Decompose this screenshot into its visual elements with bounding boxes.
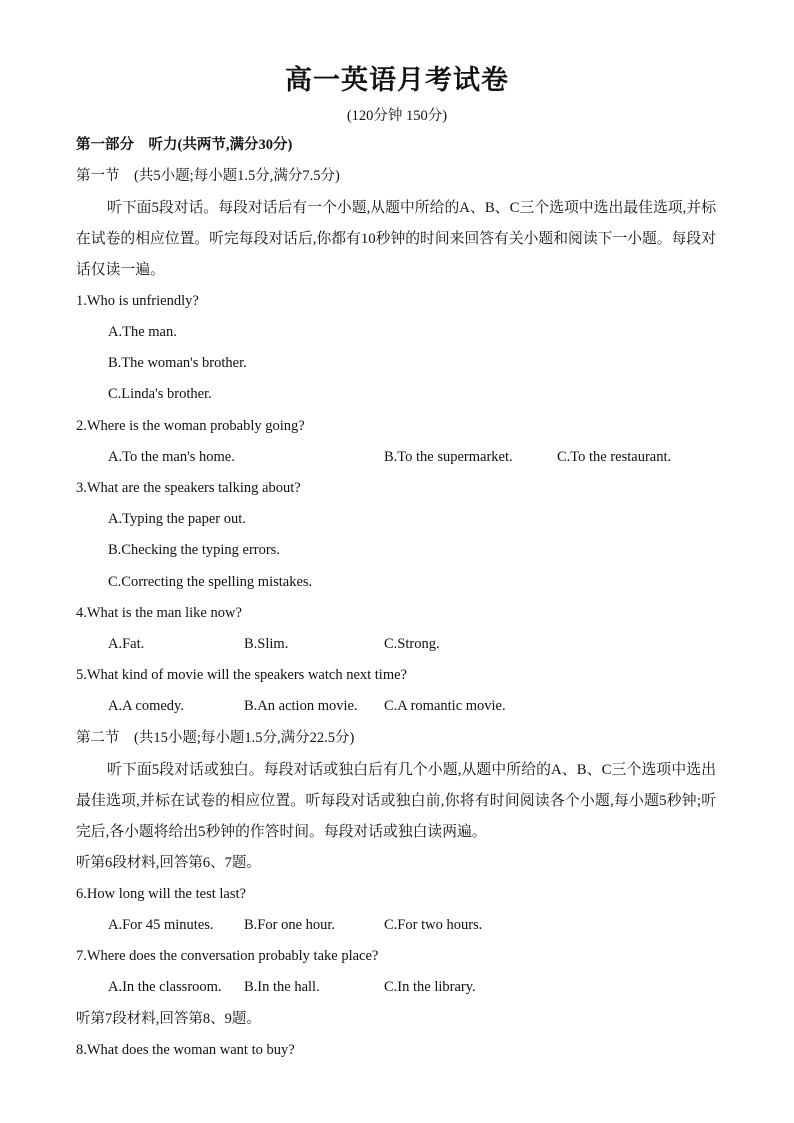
question-5-option-b: B.An action movie. bbox=[244, 698, 358, 714]
question-7-option-c: C.In the library. bbox=[384, 979, 476, 995]
question-8: 8.What does the woman want to buy? bbox=[76, 1042, 295, 1058]
question-6-option-a: A.For 45 minutes. bbox=[108, 917, 214, 933]
question-7: 7.Where does the conversation probably take place? bbox=[76, 948, 379, 964]
material-6-label: 听第6段材料,回答第6、7题。 bbox=[76, 855, 261, 871]
question-4: 4.What is the man like now? bbox=[76, 605, 242, 621]
section1-instructions: 听下面5段对话。每段对话后有一个小题,从题中所给的A、B、C三个选项中选出最佳选项,并标在试卷的相应位置。听完每段对话后,你都有10秒钟的时间来回答有关小题和阅读下一小题。每段对话仅读一遍。 bbox=[76, 200, 716, 278]
section1-heading: 第一节 (共5小题;每小题1.5分,满分7.5分) bbox=[76, 168, 340, 184]
question-3: 3.What are the speakers talking about? bbox=[76, 480, 301, 496]
question-2-option-c: C.To the restaurant. bbox=[557, 449, 672, 465]
question-3-option-c: C.Correcting the spelling mistakes. bbox=[108, 574, 313, 590]
question-2-option-a: A.To the man's home. bbox=[108, 449, 235, 465]
question-4-option-a: A.Fat. bbox=[108, 636, 145, 652]
question-2: 2.Where is the woman probably going? bbox=[76, 418, 305, 434]
section2-heading: 第二节 (共15小题;每小题1.5分,满分22.5分) bbox=[76, 730, 355, 746]
question-2-option-b: B.To the supermarket. bbox=[384, 449, 513, 465]
question-1-option-b: B.The woman's brother. bbox=[108, 355, 247, 371]
question-4-option-c: C.Strong. bbox=[384, 636, 440, 652]
question-7-option-a: A.In the classroom. bbox=[108, 979, 222, 995]
question-4-option-b: B.Slim. bbox=[244, 636, 289, 652]
question-5: 5.What kind of movie will the speakers watch next time? bbox=[76, 667, 407, 683]
question-6: 6.How long will the test last? bbox=[76, 886, 246, 902]
question-1-option-a: A.The man. bbox=[108, 324, 177, 340]
page-title: 高一英语月考试卷 bbox=[285, 65, 509, 96]
part1-heading: 第一部分 听力(共两节,满分30分) bbox=[76, 137, 293, 153]
question-1-option-c: C.Linda's brother. bbox=[108, 386, 212, 402]
question-1: 1.Who is unfriendly? bbox=[76, 293, 199, 309]
question-7-option-b: B.In the hall. bbox=[244, 979, 320, 995]
question-5-option-c: C.A romantic movie. bbox=[384, 698, 506, 714]
section2-instructions: 听下面5段对话或独白。每段对话或独白后有几个小题,从题中所给的A、B、C三个选项中选出最佳选项,并标在试卷的相应位置。听每段对话或独白前,你将有时间阅读各个小题,每小题5秒钟;听完后,各小题将给出5秒钟的作答时间。每段对话或独白读两遍。 bbox=[76, 762, 716, 840]
page-subtitle: (120分钟 150分) bbox=[346, 108, 448, 124]
question-3-option-a: A.Typing the paper out. bbox=[108, 511, 246, 527]
question-6-option-c: C.For two hours. bbox=[384, 917, 483, 933]
question-5-option-a: A.A comedy. bbox=[108, 698, 184, 714]
material-7-label: 听第7段材料,回答第8、9题。 bbox=[76, 1011, 261, 1027]
question-3-option-b: B.Checking the typing errors. bbox=[108, 542, 280, 558]
question-6-option-b: B.For one hour. bbox=[244, 917, 336, 933]
